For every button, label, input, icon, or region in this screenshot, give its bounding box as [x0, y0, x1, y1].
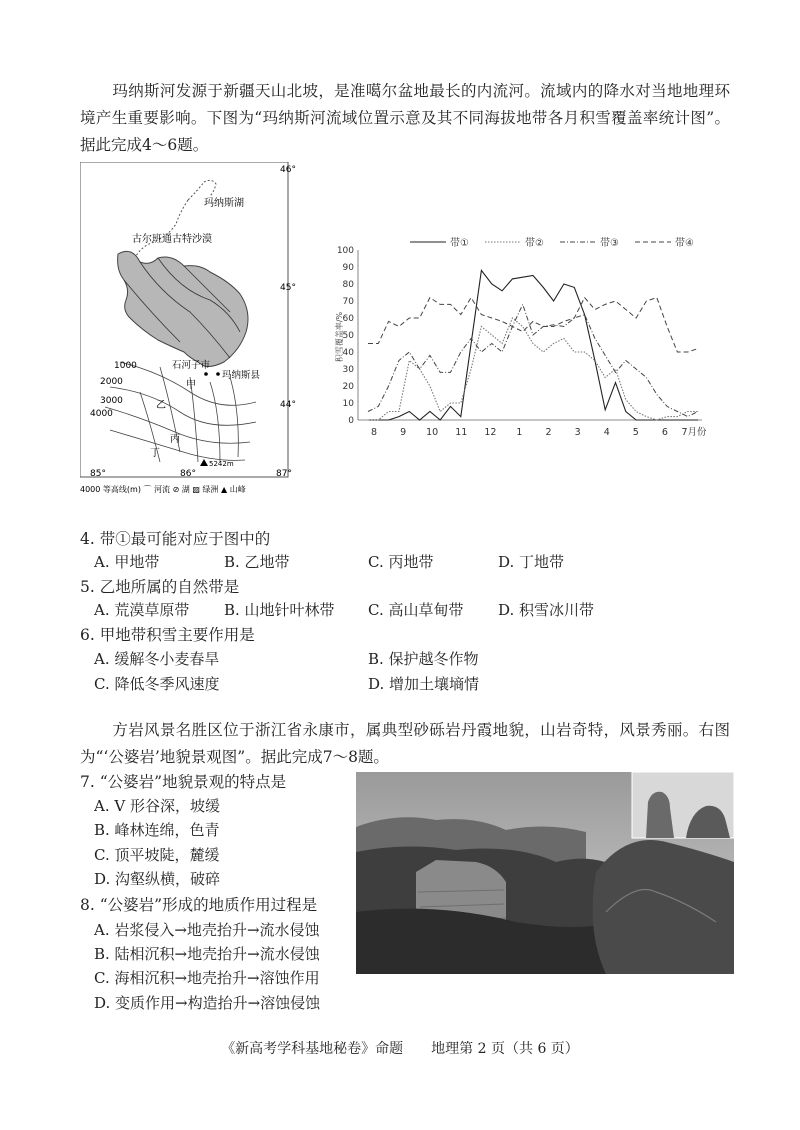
lat-45-label: 45°	[280, 283, 296, 293]
y-tick-label: 100	[336, 246, 354, 256]
q6-option-b[interactable]: B. 保护越冬作物	[368, 650, 479, 668]
x-tick-label: 12	[484, 427, 497, 438]
q8-stem: 8. “公婆岩”形成的地质作用过程是	[80, 896, 318, 914]
cliff-right	[593, 840, 734, 974]
y-tick-label: 50	[342, 331, 354, 341]
intro-text-2: 方岩风景名胜区位于浙江省永康市，属典型砂砾岩丹霞地貌，山岩奇特，风景秀丽。右图为“‘公婆岩’地貌景观图”。据此完成7～8题。	[80, 721, 730, 766]
q6-stem: 6. 甲地带积雪主要作用是	[80, 626, 255, 644]
city-shihezi-dot	[204, 372, 208, 376]
q4-option-b[interactable]: B. 乙地带	[224, 553, 290, 571]
q5-stem: 5. 乙地所属的自然带是	[80, 578, 240, 596]
q8-option-b[interactable]: B. 陆相沉积→地壳抬升→流水侵蚀	[94, 945, 320, 963]
intro-paragraph-2	[80, 717, 730, 771]
q5-option-b[interactable]: B. 山地针叶林带	[224, 601, 335, 619]
x-tick-label: 11	[455, 427, 468, 438]
q7-stem: 7. “公婆岩”地貌景观的特点是	[80, 773, 287, 791]
y-tick-label: 70	[342, 297, 354, 307]
q6-option-a[interactable]: A. 缓解冬小麦春旱	[94, 650, 220, 668]
q8-option-d[interactable]: D. 变质作用→构造抬升→溶蚀侵蚀	[94, 994, 321, 1012]
city-manas-label: 玛纳斯县	[222, 370, 261, 381]
city-manas-dot	[216, 372, 220, 376]
zone-jia-label: 甲	[186, 380, 196, 391]
legend-label-4: 带④	[675, 238, 694, 249]
y-tick-label: 0	[348, 416, 354, 426]
city-shihezi-label: 石河子市	[172, 360, 211, 371]
contour-4000-label: 4000	[90, 409, 113, 419]
y-tick-label: 60	[342, 314, 354, 324]
y-tick-label: 20	[342, 382, 354, 392]
lat-46-label: 46°	[280, 165, 296, 175]
x-tick-label: 9	[400, 427, 407, 438]
zone-ding-label: 丁	[150, 448, 160, 459]
x-tick-label: 7月份	[681, 427, 707, 438]
manas-river-map	[80, 162, 320, 497]
zone-bing-label: 丙	[170, 434, 180, 445]
legend-label-2: 带②	[525, 238, 544, 249]
lake-label: 玛纳斯湖	[204, 198, 244, 209]
q7-option-d[interactable]: D. 沟壑纵横，破碎	[94, 870, 221, 888]
gongpo-rock-photo	[356, 772, 734, 974]
x-tick-label: 3	[574, 427, 581, 438]
y-tick-label: 10	[342, 399, 354, 409]
contour-3000-label: 3000	[100, 396, 123, 406]
lon-86-label: 86°	[180, 469, 196, 479]
q8-option-c[interactable]: C. 海相沉积→地壳抬升→溶蚀作用	[94, 969, 320, 987]
chart-legend	[410, 236, 694, 249]
lat-44-label: 44°	[280, 400, 296, 410]
map-legend: 4000 等高线(m) ⌒ 河流 ⊘ 湖 ▨ 绿洲 ▲ 山峰	[80, 485, 246, 494]
series-line-1	[368, 270, 698, 420]
intro-paragraph-1	[80, 78, 730, 159]
contour-1000-label: 1000	[114, 361, 137, 371]
q7-option-a[interactable]: A. V 形谷深，坡缓	[94, 797, 220, 815]
x-tick-label: 10	[426, 427, 439, 438]
q4-option-d[interactable]: D. 丁地带	[498, 553, 565, 571]
y-tick-label: 40	[342, 348, 354, 358]
desert-label: 古尔班通古特沙漠	[132, 234, 212, 245]
q7-option-c[interactable]: C. 顶平坡陡，麓缓	[94, 846, 220, 864]
contour-2000-label: 2000	[100, 377, 123, 387]
q7-option-b[interactable]: B. 峰林连绵，色青	[94, 821, 220, 839]
page-footer: 《新高考学科基地秘卷》命题 地理第 2 页（共 6 页）	[221, 1041, 579, 1057]
y-tick-label: 90	[342, 263, 354, 273]
y-tick-label: 80	[342, 280, 354, 290]
x-tick-label: 2	[545, 427, 552, 438]
lon-87-label: 87°	[276, 469, 292, 479]
q5-option-d[interactable]: D. 积雪冰川带	[498, 601, 595, 619]
x-tick-label: 4	[603, 427, 610, 438]
x-tick-label: 6	[661, 427, 668, 438]
x-tick-label: 5	[632, 427, 639, 438]
zone-yi-label: 乙	[156, 400, 166, 411]
legend-label-1: 带①	[450, 238, 469, 249]
legend-label-3: 带③	[600, 238, 619, 249]
x-tick-label: 1	[516, 427, 523, 438]
y-tick-label: 30	[342, 365, 354, 375]
q5-option-c[interactable]: C. 高山草甸带	[368, 601, 464, 619]
series-line-2	[368, 318, 698, 420]
q6-option-c[interactable]: C. 降低冬季风速度	[94, 675, 220, 693]
q8-option-a[interactable]: A. 岩浆侵入→地壳抬升→流水侵蚀	[94, 921, 320, 939]
y-axis-title: 积雪覆盖率/%	[335, 311, 344, 363]
q4-stem: 4. 带①最可能对应于图中的	[80, 530, 271, 548]
intro-text-1: 玛纳斯河发源于新疆天山北坡，是准噶尔盆地最长的内流河。流域内的降水对当地地理环境产生重要影响。下图为“玛纳斯河流域位置示意及其不同海拔地带各月积雪覆盖率统计图”。据此完成4～6题。	[80, 82, 730, 154]
x-tick-label: 8	[370, 427, 378, 438]
q6-option-d[interactable]: D. 增加土壤墒情	[368, 675, 480, 693]
snow-cover-chart	[330, 232, 725, 442]
q5-option-a[interactable]: A. 荒漠草原带	[94, 601, 190, 619]
q4-option-c[interactable]: C. 丙地带	[368, 553, 434, 571]
q4-option-a[interactable]: A. 甲地带	[94, 553, 160, 571]
lon-85-label: 85°	[90, 469, 106, 479]
peak-label: 5242m	[209, 460, 234, 468]
